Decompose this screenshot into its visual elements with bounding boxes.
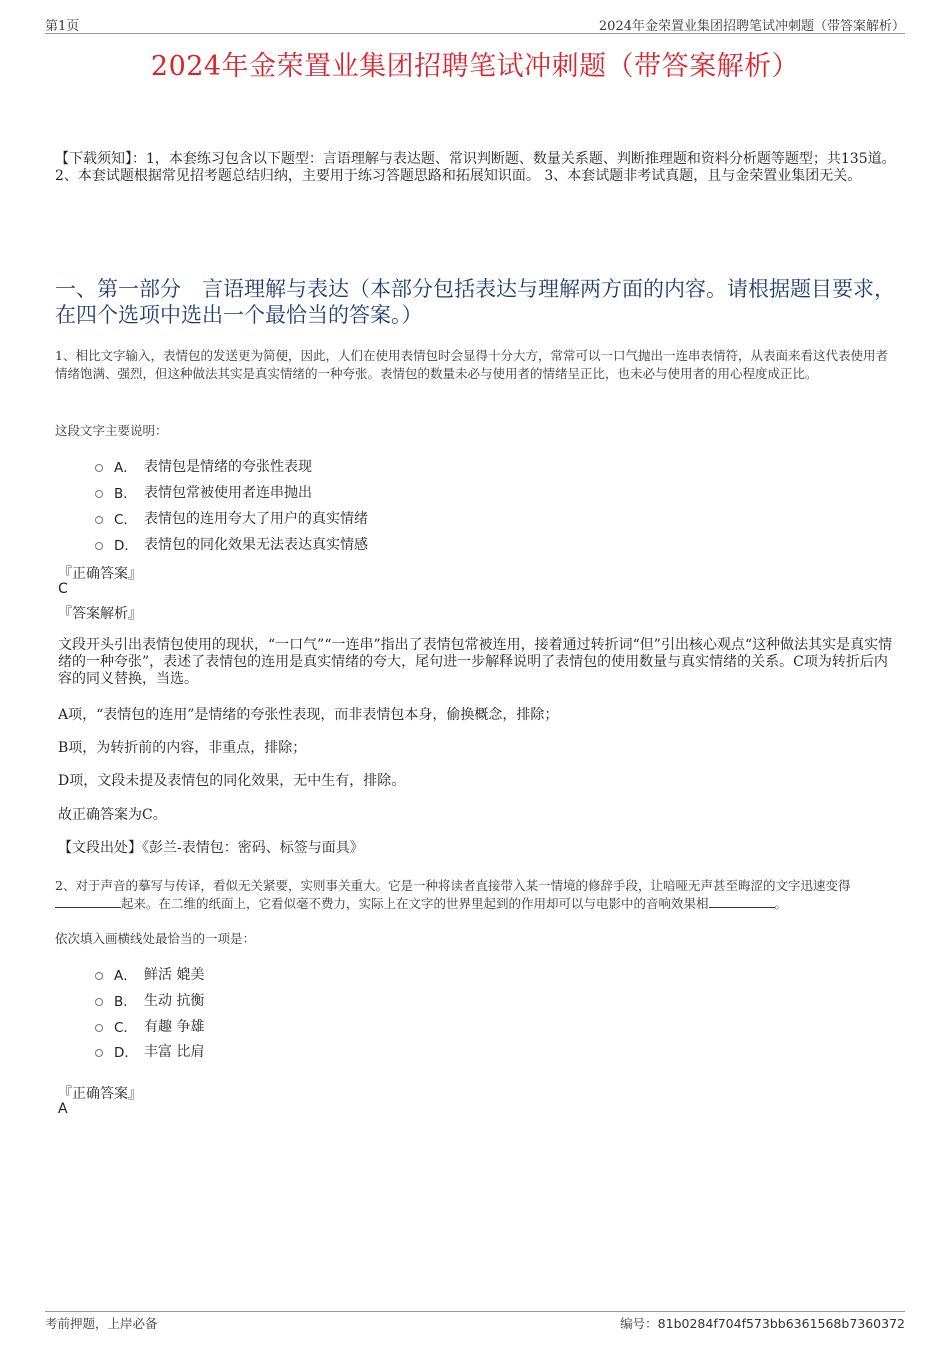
question-1-answer: C [58, 581, 68, 597]
question-2-text-part: 。 [774, 896, 788, 911]
question-2-option-b[interactable] [95, 990, 204, 1010]
question-1-option-b[interactable] [95, 482, 312, 502]
question-2-text-part: 起来。在二维的纸面上，它看似毫不费力，实际上在文字的世界里起到的作用却可以与电影中的音响效果相 [121, 896, 709, 911]
question-1-source: 【文段出处】《彭兰-表情包：密码、标签与面具》 [58, 840, 364, 856]
option-text: 生动 抗衡 [144, 993, 205, 1009]
analysis-paragraph: D项，文段未提及表情包的同化效果，无中生有，排除。 [58, 773, 406, 789]
option-letter: D． [114, 538, 138, 554]
question-2-prompt: 依次填入画横线处最恰当的一项是： [55, 931, 256, 946]
fill-blank-1[interactable] [55, 895, 121, 908]
footer-divider [45, 1311, 905, 1312]
page-number: 第1页 [45, 19, 80, 34]
question-1-prompt: 这段文字主要说明： [55, 423, 168, 438]
option-text: 表情包常被使用者连串抛出 [144, 485, 312, 501]
option-letter: C． [114, 512, 137, 528]
question-2-option-c[interactable] [95, 1016, 204, 1036]
question-1-text: 1、相比文字输入，表情包的发送更为简便，因此，人们在使用表情包时会显得十分大方，常常可以一口气抛出一连串表情符，从表面来看这代表使用者情绪饱满、强烈，但这种做法其实是真实情绪的一种夸张。表情包的数量未必与使用者的情绪呈正比，也未必与使用者的用心程度成正比。 [55, 348, 888, 381]
footer-slogan: 考前押题，上岸必备 [45, 1316, 158, 1331]
question-1-option-a[interactable] [95, 456, 312, 476]
running-header-title: 2024年金荣置业集团招聘笔试冲刺题（带答案解析） [598, 19, 905, 34]
analysis-paragraph: 故正确答案为C。 [58, 807, 167, 823]
question-2-text [55, 877, 900, 913]
radio-icon[interactable] [95, 542, 103, 550]
radio-icon[interactable] [95, 464, 103, 472]
question-2-answer: A [58, 1101, 68, 1117]
analysis-paragraph: A项，“表情包的连用”是情绪的夸张性表现，而非表情包本身，偷换概念，排除； [58, 707, 559, 723]
document-code [620, 1314, 905, 1332]
option-text: 表情包是情绪的夸张性表现 [144, 459, 312, 475]
option-text: 丰富 比肩 [144, 1044, 205, 1060]
header-divider [45, 33, 905, 34]
fill-blank-2[interactable] [709, 895, 775, 908]
option-letter: A． [114, 968, 137, 984]
question-2-option-d[interactable] [95, 1041, 204, 1061]
question-2-option-a[interactable] [95, 964, 204, 984]
question-2-text-part: 2、对于声音的摹写与传译，看似无关紧要，实则事关重大。它是一种将读者直接带入某一情境的修辞手段，让喑哑无声甚至晦涩的文字迅速变得 [55, 878, 851, 893]
option-letter: C． [114, 1020, 137, 1036]
radio-icon[interactable] [95, 998, 103, 1006]
radio-icon[interactable] [95, 490, 103, 498]
option-letter: B． [114, 486, 137, 502]
question-1-option-d[interactable] [95, 534, 368, 554]
option-text: 表情包的连用夸大了用户的真实情绪 [144, 511, 368, 527]
question-1-analysis-label: 『答案解析』 [58, 606, 142, 622]
option-letter: A． [114, 460, 137, 476]
code-value: 81b0284f704f573bb6361568b7360372 [657, 1316, 905, 1331]
question-1-answer-label: 『正确答案』 [58, 566, 142, 582]
analysis-paragraph: 文段开头引出表情包使用的现状，“一口气”“一连串”指出了表情包常被连用，接着通过转折词“但”引出核心观点“这种做法其实是真实情绪的一种夸张”，表述了表情包的连用是真实情绪的夸大，尾句进一步解释说明了表情包的使用数量与真实情绪的关系。C项为转折后内容的同义替换，当选。 [58, 637, 893, 687]
option-letter: B． [114, 994, 137, 1010]
radio-icon[interactable] [95, 1049, 103, 1057]
radio-icon[interactable] [95, 1024, 103, 1032]
option-letter: D． [114, 1045, 138, 1061]
question-2-answer-label: 『正确答案』 [58, 1086, 142, 1102]
download-notice: 【下载须知】：1，本套练习包含以下题型：言语理解与表达题、常识判断题、数量关系题、判断推理题和资料分析题等题型；共135道。 2、本套试题根据常见招考题总结归纳，主要用于练习答题思路和拓展知识面。 3、本套试题非考试真题，且与金荣置业集团无关。 [55, 151, 896, 184]
section-heading: 一、第一部分 言语理解与表达（本部分包括表达与理解两方面的内容。请根据题目要求，在四个选项中选出一个最恰当的答案。） [55, 277, 895, 327]
code-label: 编号： [620, 1316, 658, 1331]
radio-icon[interactable] [95, 516, 103, 524]
document-title: 2024年金荣置业集团招聘笔试冲刺题（带答案解析） [150, 51, 800, 82]
option-text: 鲜活 媲美 [144, 967, 205, 983]
option-text: 有趣 争雄 [144, 1019, 205, 1035]
option-text: 表情包的同化效果无法表达真实情感 [144, 537, 368, 553]
radio-icon[interactable] [95, 972, 103, 980]
question-1-option-c[interactable] [95, 508, 368, 528]
analysis-paragraph: B项，为转折前的内容，非重点，排除； [58, 740, 307, 756]
